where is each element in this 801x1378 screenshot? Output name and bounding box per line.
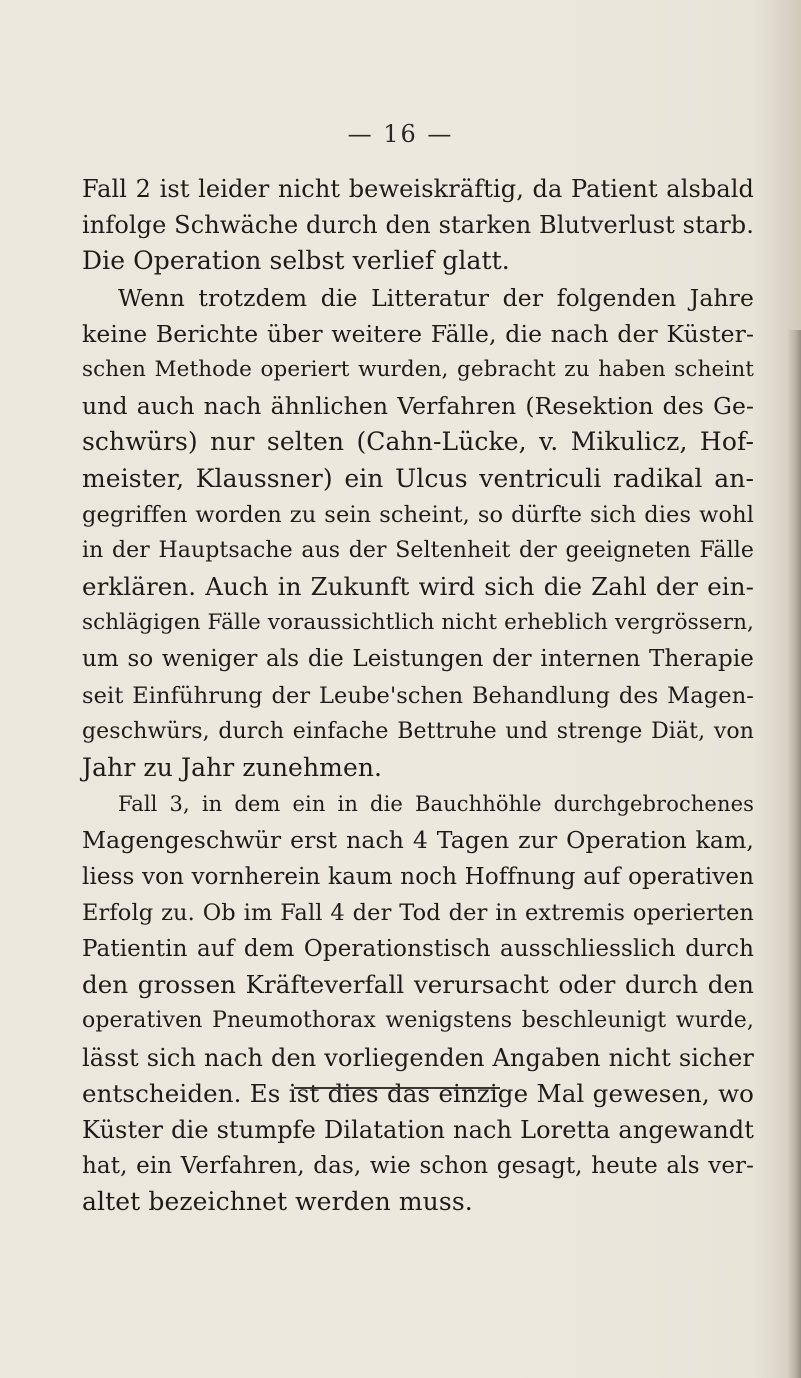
text-line: schen Methode operiert wurden, gebracht zu haben scheint (82, 356, 754, 382)
text-line: und auch nach ähnlichen Verfahren (Resektion des Ge- (82, 392, 754, 421)
text-line: Patientin auf dem Operationstisch ausschliesslich durch (82, 935, 754, 962)
text-line: liess von vornherein kaum noch Hoffnung auf operativen (82, 863, 754, 890)
text-line: um so weniger als die Leistungen der internen Therapie (82, 646, 754, 673)
page-edge-shadow (787, 330, 801, 1378)
text-line: hat, ein Verfahren, das, wie schon gesagt, heute als ver- (82, 1153, 754, 1180)
text-line: meister, Klaussner) ein Ulcus ventriculi radikal an- (82, 463, 754, 493)
text-line: gegriffen worden zu sein scheint, so dürfte sich dies wohl (82, 501, 754, 528)
text-line: Fall 3, in dem ein in die Bauchhöhle durchgebrochenes (118, 792, 754, 817)
text-line: den grossen Kräfteverfall verursacht oder durch den (82, 970, 754, 1000)
text-line: operativen Pneumothorax wenigstens beschleunigt wurde, (82, 1008, 754, 1034)
text-line: Magengeschwür erst nach 4 Tagen zur Operation kam, (82, 826, 754, 855)
text-line: lässt sich nach den vorliegenden Angaben nicht sicher (82, 1043, 754, 1072)
text-line: Jahr zu Jahr zunehmen. (82, 753, 383, 782)
text-line: entscheiden. Es ist dies das einzige Mal gewesen, wo (82, 1078, 754, 1108)
text-line: Erfolg zu. Ob im Fall 4 der Tod der in extremis operierten (82, 899, 754, 926)
body-text (82, 171, 754, 1220)
text-line: Fall 2 ist leider nicht beweiskräftig, da Patient alsbald (82, 175, 754, 203)
text-line: keine Berichte über weitere Fälle, die nach der Küster- (82, 319, 754, 348)
text-line: seit Einführung der Leube'schen Behandlung des Magen- (82, 682, 754, 709)
section-divider (294, 1087, 500, 1089)
text-line: infolge Schwäche durch den starken Blutverlust starb. (82, 211, 754, 240)
text-line: altet bezeichnet werden muss. (82, 1187, 473, 1217)
text-line: Wenn trotzdem die Litteratur der folgenden Jahre (118, 283, 754, 312)
page-number: — 16 — (347, 120, 454, 148)
text-line: Die Operation selbst verlief glatt. (82, 246, 510, 276)
text-line: schlägigen Fälle voraussichtlich nicht erheblich vergrössern, (82, 610, 754, 636)
text-line: geschwürs, durch einfache Bettruhe und strenge Diät, von (82, 718, 754, 744)
text-line: schwürs) nur selten (Cahn-Lücke, v. Mikulicz, Hof- (82, 427, 754, 457)
text-line: Küster die stumpfe Dilatation nach Loretta angewandt (82, 1115, 754, 1144)
text-line: erklären. Auch in Zukunft wird sich die Zahl der ein- (82, 572, 754, 602)
text-line: in der Hauptsache aus der Seltenheit der geeigneten Fälle (82, 537, 754, 563)
